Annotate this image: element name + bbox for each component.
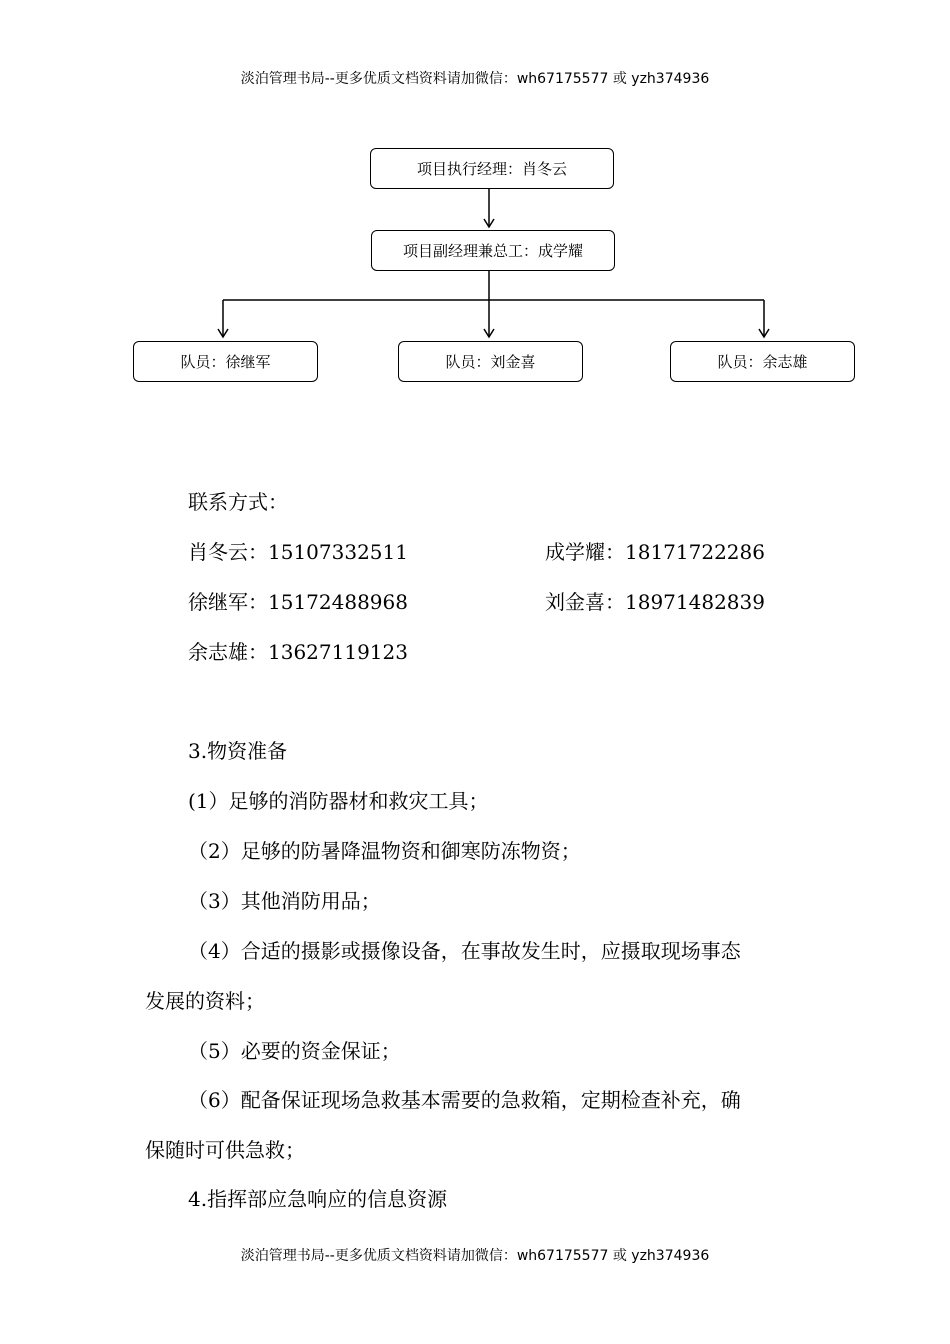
org-box-member-1: 队员：徐继军 (133, 341, 318, 382)
contact-liu: 刘金喜：18971482839 (545, 590, 765, 614)
materials-item-4-line-1: （4）合适的摄影或摄像设备，在事故发生时，应摄取现场事态 (188, 939, 741, 963)
section-4-heading: 4.指挥部应急响应的信息资源 (188, 1187, 448, 1211)
materials-item-6-line-1: （6）配备保证现场急救基本需要的急救箱，定期检查补充，确 (188, 1088, 741, 1112)
contacts-title: 联系方式： (188, 490, 288, 514)
org-box-deputy-manager: 项目副经理兼总工：成学耀 (371, 230, 615, 271)
org-chart-connectors (0, 0, 950, 400)
materials-item-1: (1）足够的消防器材和救灾工具； (188, 789, 489, 813)
materials-item-4-line-2: 发展的资料； (145, 989, 265, 1013)
contact-xiao: 肖冬云：15107332511 (188, 540, 408, 564)
org-box-executive-manager: 项目执行经理：肖冬云 (370, 148, 614, 189)
org-box-member-2: 队员：刘金喜 (398, 341, 583, 382)
contact-cheng: 成学耀：18171722286 (545, 540, 765, 564)
materials-item-2: （2）足够的防暑降温物资和御寒防冻物资； (188, 839, 581, 863)
page-header: 淡泊管理书局--更多优质文档资料请加微信：wh67175577 或 yzh374936 (240, 71, 710, 87)
contact-xu: 徐继军：15172488968 (188, 590, 408, 614)
materials-heading: 3.物资准备 (188, 739, 288, 763)
materials-item-5: （5）必要的资金保证； (188, 1039, 401, 1063)
materials-item-3: （3）其他消防用品； (188, 889, 381, 913)
page-footer: 淡泊管理书局--更多优质文档资料请加微信：wh67175577 或 yzh374936 (240, 1248, 710, 1264)
contact-yu: 余志雄：13627119123 (188, 640, 408, 664)
materials-item-6-line-2: 保随时可供急救； (145, 1138, 305, 1162)
org-box-member-3: 队员：余志雄 (670, 341, 855, 382)
